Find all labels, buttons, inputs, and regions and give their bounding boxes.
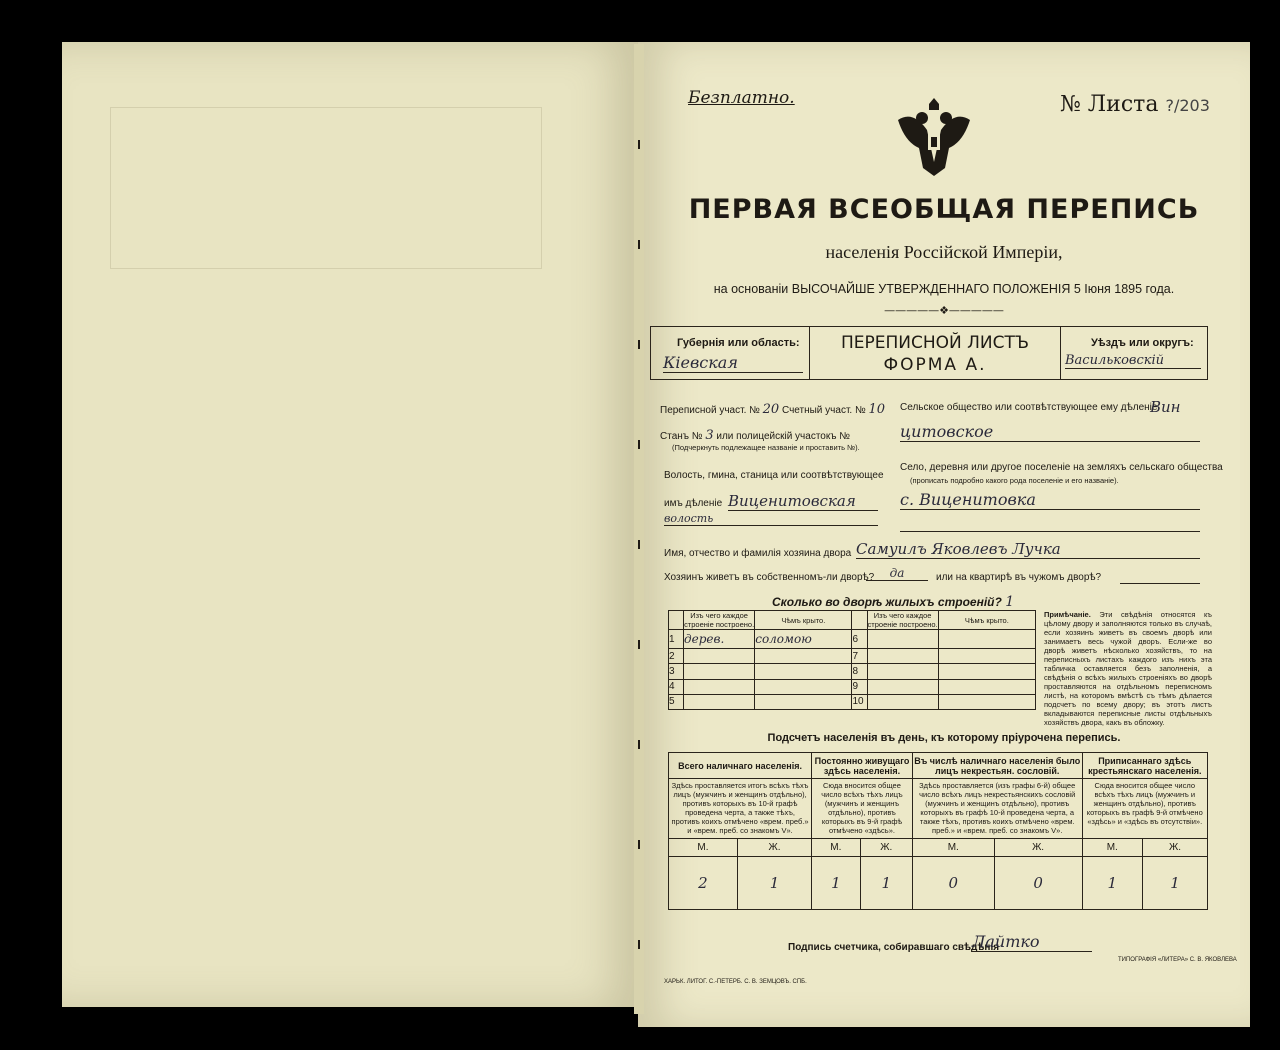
lives-value: да (866, 566, 928, 581)
permanent-female: 1 (860, 857, 912, 910)
stan-value: 3 (705, 428, 714, 443)
binding-stitch (638, 640, 640, 649)
table-row: 4 9 (669, 679, 1036, 694)
stan-field: Станъ № 3 или полицейскій участокъ № (660, 428, 850, 443)
nonpeasant-female: 0 (994, 857, 1082, 910)
binding-stitch (638, 440, 640, 449)
col-roof: Чѣмъ крыто. (755, 611, 852, 630)
bleed-through-table (110, 107, 542, 269)
binding-stitch (638, 940, 640, 949)
count-col-nonpeasant: Въ числѣ наличнаго населенія было лицъ некрестьян. сословій. (912, 753, 1082, 779)
society-value-2: цитовское (900, 422, 1200, 442)
book-gutter (634, 44, 644, 1014)
lives-label: Хозяинъ живетъ въ собственномъ-ли дворѣ? (664, 572, 875, 583)
sheet-title-cell (809, 327, 1061, 379)
binding-stitch (638, 340, 640, 349)
total-female: 1 (737, 857, 811, 910)
free-label: Безплатно. (688, 88, 795, 108)
nonpeasant-male: 0 (912, 857, 994, 910)
uezd-value: Васильковскій (1065, 353, 1201, 369)
registered-male: 1 (1082, 857, 1142, 910)
table-row: 2 7 (669, 649, 1036, 664)
note-heading: Примѣчаніе. (1044, 610, 1091, 619)
table-row: 1 дерев. соломою 6 (669, 630, 1036, 649)
volost-value: Виценитовская (728, 492, 878, 511)
document-subtitle: населенія Россійской Имперіи, (825, 242, 1063, 262)
gubernia-label: Губернія или область: (677, 337, 800, 349)
village-extra-line (900, 530, 1200, 532)
buildings-note (1044, 610, 1212, 727)
apartment-value-line (1120, 582, 1200, 584)
signature-value: Лайтко (972, 932, 1092, 952)
village-note: (прописать подробно какого рода поселеніе и его названіе). (910, 476, 1119, 485)
sheet-number-label: № Листа (1060, 92, 1159, 117)
count-desc-total: Здѣсь проставляется итогъ всѣхъ тѣхъ лицъ (мужчинъ и женщинъ отдѣльно), противъ которыхъ въ 10-й графѣ проведена черта, а также тѣхъ, противъ коихъ отмѣчено «врем. преб.» и «врем. преб. со знакомъ V». (669, 779, 812, 839)
census-section: Переписной участ. № 20 Счетный участ. № 10 (660, 402, 886, 417)
sheet-title: ПЕРЕПИСНОЙ ЛИСТЪ (840, 333, 1030, 353)
count-heading: Подсчетъ населенія въ день, къ которому пріурочена перепись. (767, 732, 1121, 744)
form-letter: ФОРМА А. (883, 355, 987, 375)
document-title: ПЕРВАЯ ВСЕОБЩАЯ ПЕРЕПИСЬ (688, 194, 1200, 225)
sheet-number-value: ?/203 (1165, 96, 1210, 115)
col-roof-2: Чѣмъ крыто. (938, 611, 1035, 630)
col-material-2: Изъ чего каждое строеніе построено. (867, 611, 938, 629)
double-headed-eagle-emblem (893, 90, 975, 180)
note-text: Эти свѣдѣнія относятся къ цѣлому двору и заполняются только въ случаѣ, если хозяинъ живетъ въ своемъ дворѣ или занимаетъ весь чужой дворъ. Если-же во дворѣ живетъ нѣсколько хозяйствъ, то на переписныхъ листахъ каждого изъ нихъ эта табличка оставляется безъ заполненія, а свѣдѣнія о всѣхъ жилыхъ строеніяхъ во дворѣ проставляются на отдѣльномъ переписномъ листѣ, на которомъ вмѣстѣ съ тѣмъ дѣлается подсчетъ по всему двору; въ этотъ листъ вкладываются переписные листы отдѣльныхъ хозяйствъ двора, какъ въ обложку. (1044, 610, 1212, 727)
count-desc-permanent: Сюда вносится общее число всѣхъ тѣхъ лицъ (мужчинъ и женщинъ отдѣльно), противъ которыхъ въ 9-й графѣ отмѣчено «здѣсь». (812, 779, 913, 839)
population-count-table: Всего наличнаго населенія. Постоянно живущаго здѣсь населенія. Въ числѣ наличнаго населенія было лицъ некрестьян. сословій. Приписаннаго здѣсь крестьянскаго населенія. Здѣсь проставляется итогъ всѣхъ тѣхъ лицъ (мужчинъ и женщинъ отдѣльно), противъ которыхъ въ 10-й графѣ проведена черта, а также тѣхъ, противъ коихъ отмѣчено «врем. преб.» и «врем. преб. со знакомъ V». Сюда вносится общее число всѣхъ тѣхъ лицъ (мужчинъ и женщинъ отдѣльно), противъ которыхъ въ 9-й графѣ отмѣчено «здѣсь». Здѣсь проставляется (изъ графы 6-й) общее число всѣхъ лицъ некрестьянскихъ сословій (мужчинъ и женщинъ отдѣльно), противъ которыхъ въ графѣ 10-й проведена черта, а также тѣхъ, противъ коихъ отмѣчено «врем. преб.» и «врем. преб. со знакомъ V». Сюда вносится общее число всѣхъ тѣхъ лицъ (мужчинъ и женщинъ отдѣльно), противъ которыхъ въ графѣ 9-й отмѣчено «здѣсь» и «здѣсь въ отсутствіи». М. Ж. М. Ж. М. Ж. М. Ж. 2 1 1 1 0 0 1 1 (668, 752, 1208, 910)
count-col-permanent: Постоянно живущаго здѣсь населенія. (812, 753, 913, 779)
total-male: 2 (669, 857, 738, 910)
society-value: Вин (1150, 398, 1181, 416)
village-value: с. Виценитовка (900, 490, 1200, 510)
printer-right: ТИПОГРАФІЯ «ЛИТЕРА» С. В. ЯКОВЛЕВА (1118, 957, 1237, 963)
registered-female: 1 (1142, 857, 1207, 910)
volost-label: Волость, гмина, станица или соотвѣтствующее (664, 470, 884, 481)
binding-stitch (638, 140, 640, 149)
ornament-divider: —————❖————— (884, 304, 1004, 317)
uezd-label: Уѣздъ или округъ: (1091, 337, 1194, 349)
count-desc-registered: Сюда вносится общее число всѣхъ тѣхъ лицъ (мужчинъ и женщинъ отдѣльно), противъ которыхъ въ графѣ 9-й отмѣчено «здѣсь» и «здѣсь въ отсутствіи». (1082, 779, 1207, 839)
owner-label: Имя, отчество и фамилія хозяина двора (664, 548, 852, 559)
volost-label-2: имъ дѣленіе (664, 498, 723, 509)
owner-value: Самуилъ Яковлевъ Лучка (856, 540, 1200, 559)
society-label: Сельское общество или соотвѣтствующее ему дѣленіе (900, 402, 1158, 413)
buildings-count: Сколько во дворѣ жилыхъ строеній? 1 (772, 594, 1015, 610)
signature-label: Подпись счетчика, собиравшаго свѣдѣнія (788, 942, 1000, 953)
table-row: 3 8 (669, 664, 1036, 679)
buildings-table (668, 610, 1036, 710)
table-row: 5 10 (669, 694, 1036, 709)
row1-roof: соломою (755, 630, 852, 649)
permanent-male: 1 (812, 857, 861, 910)
count-col-registered: Приписаннаго здѣсь крестьянскаго населенія. (1082, 753, 1207, 779)
gubernia-value: Кіевская (663, 353, 803, 373)
left-page (62, 42, 642, 1007)
police-note: (Подчеркнуть подлежащее названіе и проставить №). (672, 443, 860, 452)
counter-section-value: 10 (868, 402, 886, 417)
count-col-total: Всего наличнаго населенія. (669, 753, 812, 779)
binding-stitch (638, 540, 640, 549)
row1-material: дерев. (684, 630, 755, 649)
volost-value-2: волость (664, 512, 878, 526)
count-desc-nonpeasant: Здѣсь проставляется (изъ графы 6-й) общее число всѣхъ лицъ некрестьянскихъ сословій (мужчинъ и женщинъ отдѣльно), противъ которыхъ въ графѣ 10-й проведена черта, а также тѣхъ, противъ коихъ отмѣчено «врем. преб.» и «врем. преб. со знакомъ V». (912, 779, 1082, 839)
census-section-value: 20 (762, 402, 780, 417)
printer-left: ХАРЬК. ЛИТОГ. С.-ПЕТЕРБ. С. В. ЗЕМЦОВЪ. СПБ. (664, 979, 807, 985)
apartment-label: или на квартирѣ въ чужомъ дворѣ? (936, 572, 1102, 583)
binding-stitch (638, 840, 640, 849)
buildings-count-value: 1 (1005, 594, 1015, 610)
col-material: Изъ чего каждое строеніе построено. (684, 611, 755, 629)
form-header-box (650, 326, 1208, 380)
village-label: Село, деревня или другое поселеніе на земляхъ сельскаго общества (900, 462, 1223, 473)
sheet-number (1060, 92, 1210, 117)
document-legal-basis: на основаніи ВЫСОЧАЙШЕ УТВЕРЖДЕННАГО ПОЛОЖЕНІЯ 5 Іюня 1895 года. (713, 282, 1175, 296)
